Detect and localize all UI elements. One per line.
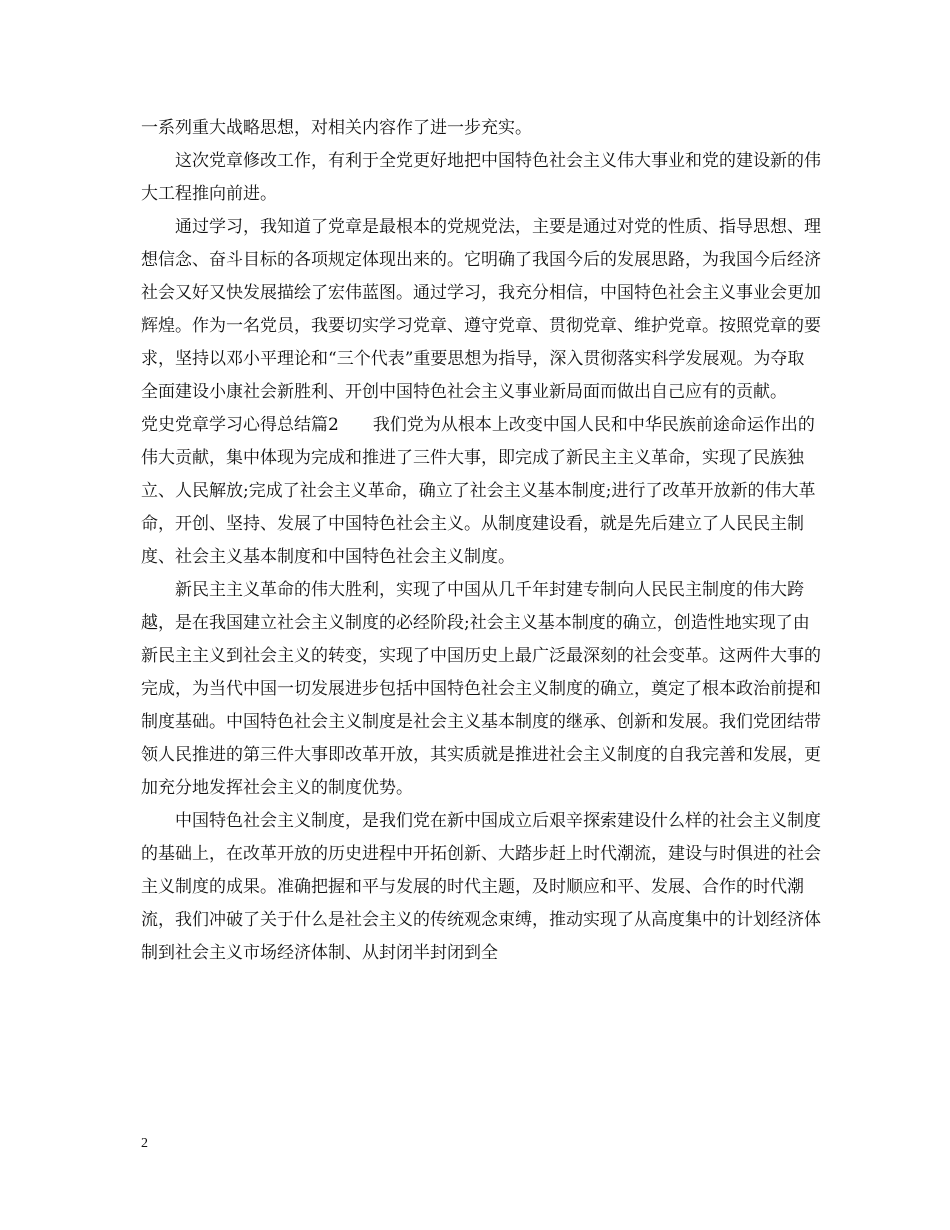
paragraph-3: 通过学习，我知道了党章是最根本的党规党法，主要是通过对党的性质、指导思想、理想信念、奋斗目标的各项规定体现出来的。它明确了我国今后的发展思路，为我国今后经济社会又好又快发展描绘了宏伟蓝图。通过学习，我充分相信，中国特色社会主义事业会更加辉煌。作为一名党员，我要切实学习党章、遵守党章、贯彻党章、维护党章。按照党章的要求，坚持以邓小平理论和“三个代表”重要思想为指导，深入贯彻落实科学发展观。为夺取全面建设小康社会新胜利、开创中国特色社会主义事业新局面而做出自己应有的贡献。 — [141, 217, 821, 402]
section-body: 我们党为从根本上改变中国人民和中华民族前途命运作出的伟大贡献，集中体现为完成和推进了三件大事，即完成了新民主主义革命，实现了民族独立、人民解放;完成了社会主义革命，确立了社会主义基本制度;进行了改革开放新的伟大革命，开创、坚持、发展了中国特色社会主义。从制度建设看，就是先后建立了人民民主制度、社会主义基本制度和中国特色社会主义制度。 — [141, 415, 816, 567]
page-number: 2 — [141, 1136, 148, 1151]
paragraph-1: 一系列重大战略思想，对相关内容作了进一步充实。 — [141, 118, 532, 138]
paragraph-6: 中国特色社会主义制度，是我们党在新中国成立后艰辛探索建设什么样的社会主义制度的基础上，在改革开放的历史进程中开拓创新、大踏步赶上时代潮流，建设与时俱进的社会主义制度的成果。准确把握和平与发展的时代主题，及时顺应和平、发展、合作的时代潮流，我们冲破了关于什么是社会主义的传统观念束缚，推动实现了从高度集中的计划经济体制到社会主义市场经济体制、从封闭半封闭到全 — [141, 811, 821, 963]
section-paragraph — [141, 409, 821, 574]
section-title: 党史党章学习心得总结篇2 — [141, 415, 339, 435]
paragraph-2: 这次党章修改工作，有利于全党更好地把中国特色社会主义伟大事业和党的建设新的伟大工程推向前进。 — [141, 151, 821, 204]
section-spacer — [339, 415, 373, 435]
paragraph-5: 新民主主义革命的伟大胜利，实现了中国从几千年封建专制向人民民主制度的伟大跨越，是在我国建立社会主义制度的必经阶段;社会主义基本制度的确立，创造性地实现了由新民主主义到社会主义的转变，实现了中国历史上最广泛最深刻的社会变革。这两件大事的完成，为当代中国一切发展进步包括中国特色社会主义制度的确立，奠定了根本政治前提和制度基础。中国特色社会主义制度是社会主义基本制度的继承、创新和发展。我们党团结带领人民推进的第三件大事即改革开放，其实质就是推进社会主义制度的自我完善和发展，更加充分地发挥社会主义的制度优势。 — [141, 580, 821, 798]
document-body — [141, 112, 821, 970]
